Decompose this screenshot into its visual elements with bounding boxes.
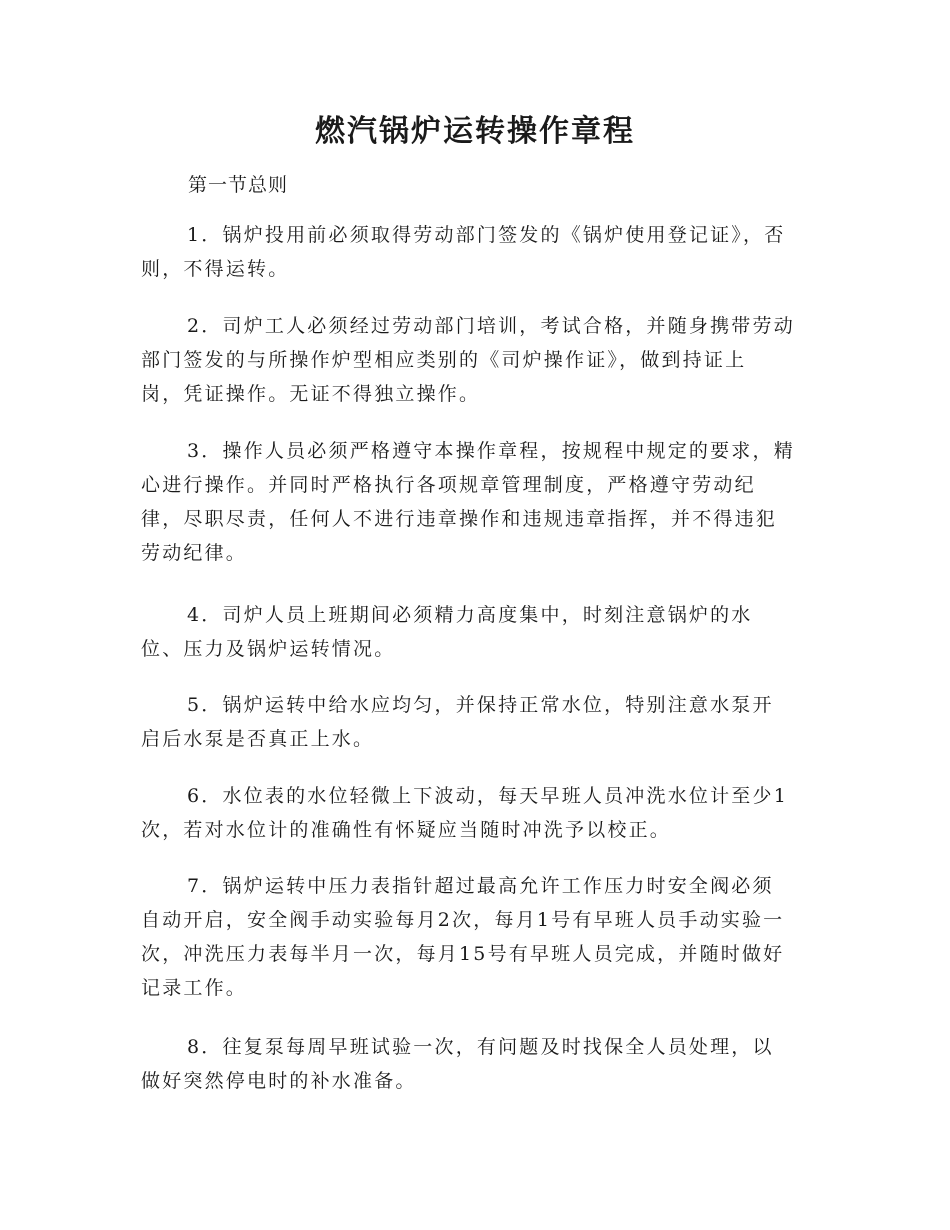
paragraph-line: 劳动纪律。 (141, 542, 248, 564)
paragraph-line: 2．司炉工人必须经过劳动部门培训，考试合格，并随身携带劳动 (187, 315, 795, 337)
paragraph-line: 4．司炉人员上班期间必须精力高度集中，时刻注意锅炉的水 (187, 604, 753, 626)
paragraph-line: 3．操作人员必须严格遵守本操作章程，按规程中规定的要求，精 (187, 440, 795, 462)
paragraph-8 (141, 1030, 809, 1098)
document-title: 燃汽锅炉运转操作章程 (315, 114, 635, 149)
paragraph-line: 次，若对水位计的准确性有怀疑应当随时冲洗予以校正。 (141, 819, 672, 841)
paragraph-line: 自动开启，安全阀手动实验每月2次，每月1号有早班人员手动实验一 (141, 909, 785, 931)
paragraph-line: 启后水泵是否真正上水。 (141, 728, 375, 750)
paragraph-line: 5．锅炉运转中给水应均匀，并保持正常水位，特别注意水泵开 (187, 694, 774, 716)
paragraph-line: 律，尽职尽责，任何人不进行违章操作和违规违章指挥，并不得违犯 (141, 508, 778, 530)
paragraph-line: 部门签发的与所操作炉型相应类别的《司炉操作证》，做到持证上 (141, 349, 747, 371)
paragraph-2 (141, 309, 809, 411)
paragraph-6 (141, 779, 809, 847)
section-heading: 第一节总则 (188, 174, 289, 196)
paragraph-line: 记录工作。 (141, 977, 248, 999)
paragraph-line: 做好突然停电时的补水准备。 (141, 1070, 417, 1092)
paragraph-line: 7．锅炉运转中压力表指针超过最高允许工作压力时安全阀必须 (187, 875, 774, 897)
paragraph-line: 1．锅炉投用前必须取得劳动部门签发的《锅炉使用登记证》，否 (187, 224, 786, 246)
paragraph-line: 6．水位表的水位轻微上下波动，每天早班人员冲洗水位计至少1 (187, 785, 788, 807)
paragraph-line: 次，冲洗压力表每半月一次，每月15号有早班人员完成，并随时做好 (141, 943, 785, 965)
paragraph-5 (141, 688, 809, 756)
paragraph-line: 8．往复泵每周早班试验一次，有问题及时找保全人员处理，以 (187, 1036, 774, 1058)
paragraph-3 (141, 434, 809, 570)
paragraph-line: 位、压力及锅炉运转情况。 (141, 638, 396, 660)
paragraph-4 (141, 598, 809, 666)
paragraph-7 (141, 869, 809, 1005)
paragraph-line: 岗，凭证操作。无证不得独立操作。 (141, 383, 481, 405)
paragraph-line: 则，不得运转。 (141, 258, 290, 280)
paragraph-1 (141, 218, 809, 286)
paragraph-line: 心进行操作。并同时严格执行各项规章管理制度，严格遵守劳动纪 (141, 474, 756, 496)
